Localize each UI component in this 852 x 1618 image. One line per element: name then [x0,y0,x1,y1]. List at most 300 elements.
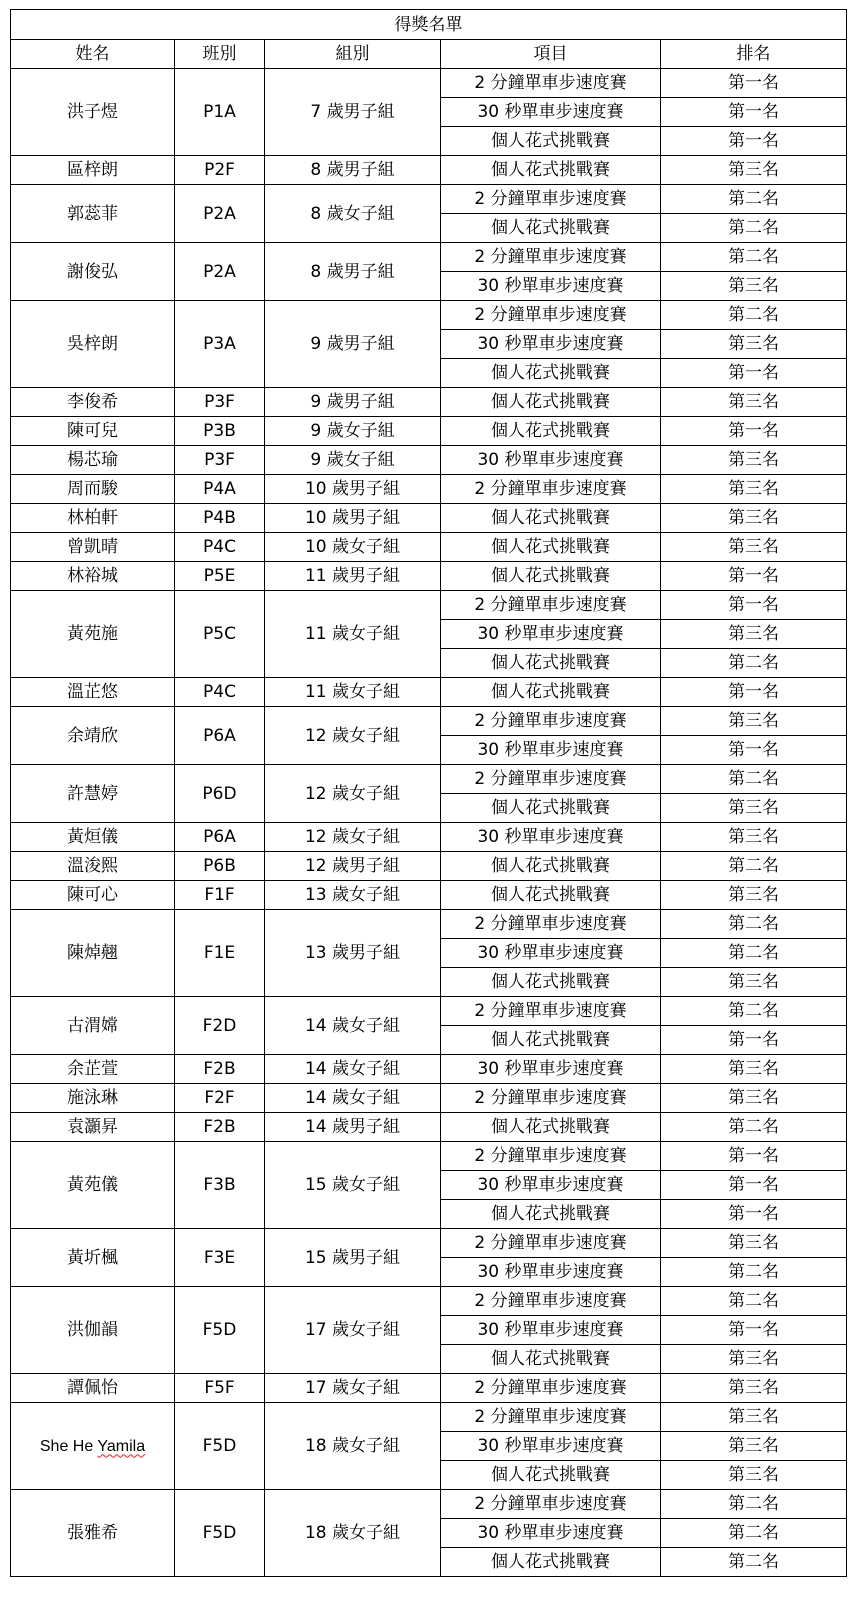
cell-class-text: P3F [204,392,235,412]
cell-name-text: 林柏軒 [67,508,118,528]
cell-group [265,533,441,562]
cell-class-text: F3E [203,1247,236,1268]
cell-group [265,69,441,156]
cell-name [11,1055,175,1084]
cell-class-text: F5D [202,1436,237,1456]
cell-group [265,678,441,707]
cell-group [265,1490,441,1577]
cell-event: 2 分鐘單車步速度賽 [441,301,661,330]
cell-name [11,417,175,446]
cell-name-text: 楊芯瑜 [67,450,118,470]
table-row [11,504,847,533]
cell-name-text: 陳焯翹 [67,943,118,963]
table-row [11,301,847,330]
cell-rank: 第一名 [661,678,847,707]
cell-event: 30 秒單車步速度賽 [441,939,661,968]
cell-rank: 第二名 [661,1548,847,1577]
header-row [11,40,847,69]
cell-rank: 第三名 [661,1055,847,1084]
cell-name-text: 溫芷悠 [67,682,118,702]
cell-name-text: 陳可兒 [67,421,118,441]
cell-class [175,475,265,504]
cell-name-text: 陳可心 [67,885,118,905]
cell-class [175,1374,265,1403]
cell-rank: 第二名 [661,1490,847,1519]
cell-name-text: 謝俊弘 [67,261,118,282]
cell-name [11,185,175,243]
cell-class-text: P4A [203,479,236,499]
header-name: 姓名 [11,40,175,69]
cell-group [265,852,441,881]
cell-group [265,417,441,446]
cell-event: 30 秒單車步速度賽 [441,736,661,765]
cell-group [265,301,441,388]
cell-rank: 第三名 [661,446,847,475]
cell-rank: 第三名 [661,881,847,910]
cell-class [175,707,265,765]
cell-name-text: 區梓朗 [67,160,118,180]
cell-name [11,1113,175,1142]
award-list-table [10,9,847,1577]
cell-event: 個人花式挑戰賽 [441,388,661,417]
cell-name [11,301,175,388]
cell-rank: 第一名 [661,1171,847,1200]
header-group: 組別 [265,40,441,69]
cell-rank: 第三名 [661,388,847,417]
cell-class-text: P1A [203,102,236,122]
table-row [11,388,847,417]
cell-rank: 第二名 [661,214,847,243]
header-rank: 排名 [661,40,847,69]
cell-class [175,852,265,881]
cell-rank: 第三名 [661,1084,847,1113]
cell-group [265,1055,441,1084]
table-row [11,1055,847,1084]
cell-event: 個人花式挑戰賽 [441,852,661,881]
cell-group-text: 12 歲男子組 [304,856,401,876]
cell-rank: 第一名 [661,736,847,765]
cell-class-text: F2B [203,1117,236,1137]
cell-group [265,446,441,475]
cell-event: 個人花式挑戰賽 [441,1548,661,1577]
cell-event: 2 分鐘單車步速度賽 [441,765,661,794]
cell-class [175,243,265,301]
cell-rank: 第一名 [661,591,847,620]
cell-name [11,707,175,765]
cell-rank: 第三名 [661,620,847,649]
cell-event: 30 秒單車步速度賽 [441,1055,661,1084]
cell-group [265,1403,441,1490]
cell-rank: 第二名 [661,910,847,939]
cell-class-text: F5D [202,1523,237,1543]
cell-group-text: 12 歲女子組 [304,783,401,804]
cell-event: 30 秒單車步速度賽 [441,620,661,649]
cell-class [175,997,265,1055]
cell-group-text: 7 歲男子組 [310,102,395,122]
cell-event: 個人花式挑戰賽 [441,417,661,446]
cell-event: 2 分鐘單車步速度賽 [441,707,661,736]
table-title: 得獎名單 [11,10,847,40]
cell-event: 2 分鐘單車步速度賽 [441,1229,661,1258]
cell-rank: 第三名 [661,1461,847,1490]
cell-event: 30 秒單車步速度賽 [441,98,661,127]
cell-event: 2 分鐘單車步速度賽 [441,475,661,504]
cell-class [175,1287,265,1374]
cell-group [265,1287,441,1374]
cell-class [175,185,265,243]
header-class: 班別 [175,40,265,69]
cell-event: 30 秒單車步速度賽 [441,446,661,475]
cell-group [265,1084,441,1113]
cell-group [265,910,441,997]
cell-event: 2 分鐘單車步速度賽 [441,591,661,620]
cell-event: 30 秒單車步速度賽 [441,1519,661,1548]
cell-rank: 第二名 [661,997,847,1026]
cell-rank: 第一名 [661,1316,847,1345]
cell-name [11,997,175,1055]
cell-event: 2 分鐘單車步速度賽 [441,1287,661,1316]
cell-name [11,156,175,185]
cell-class-text: F2F [204,1088,235,1108]
cell-class-text: P5E [203,566,236,586]
award-table-body [11,69,847,1577]
cell-rank: 第二名 [661,301,847,330]
cell-event: 個人花式挑戰賽 [441,794,661,823]
table-row [11,562,847,591]
table-row [11,997,847,1026]
table-row [11,707,847,736]
cell-class [175,1142,265,1229]
cell-group-text: 11 歲女子組 [304,624,401,644]
cell-event: 個人花式挑戰賽 [441,359,661,388]
cell-event: 個人花式挑戰賽 [441,1345,661,1374]
table-row [11,156,847,185]
cell-event: 2 分鐘單車步速度賽 [441,243,661,272]
cell-event: 2 分鐘單車步速度賽 [441,910,661,939]
cell-rank: 第三名 [661,968,847,997]
cell-event: 30 秒單車步速度賽 [441,1432,661,1461]
cell-name-text: 李俊希 [67,392,118,412]
cell-class [175,1229,265,1287]
cell-group [265,1142,441,1229]
cell-class [175,562,265,591]
cell-group-text: 10 歲男子組 [304,479,401,499]
cell-class-text: P2F [204,160,235,180]
cell-rank: 第三名 [661,707,847,736]
cell-name-text: 余芷萱 [67,1059,118,1079]
cell-group-text: 8 歲男子組 [310,160,395,180]
cell-rank: 第二名 [661,1258,847,1287]
cell-class [175,823,265,852]
cell-rank: 第二名 [661,243,847,272]
cell-group [265,591,441,678]
cell-rank: 第二名 [661,765,847,794]
cell-name-text: 譚佩怡 [67,1378,118,1398]
cell-class [175,1490,265,1577]
cell-class [175,1403,265,1490]
cell-group [265,707,441,765]
table-row [11,243,847,272]
cell-name-text: 黃烜儀 [67,827,118,847]
table-row [11,765,847,794]
cell-class-text: P4C [203,682,236,702]
cell-rank: 第三名 [661,1432,847,1461]
header-event: 項目 [441,40,661,69]
cell-group-text: 12 歲女子組 [304,827,401,847]
cell-group [265,997,441,1055]
cell-class-text: P6A [203,725,236,746]
cell-rank: 第三名 [661,330,847,359]
cell-group-text: 15 歲男子組 [304,1247,401,1268]
cell-event: 30 秒單車步速度賽 [441,823,661,852]
cell-rank: 第一名 [661,562,847,591]
table-row [11,417,847,446]
cell-class [175,1055,265,1084]
cell-group [265,243,441,301]
cell-rank: 第一名 [661,1026,847,1055]
cell-group [265,388,441,417]
cell-class [175,388,265,417]
cell-event: 個人花式挑戰賽 [441,1461,661,1490]
table-row [11,1374,847,1403]
cell-name-text: 余靖欣 [67,725,118,746]
cell-group-text: 13 歲女子組 [304,885,401,905]
cell-name [11,1403,175,1490]
cell-group-text: 11 歲男子組 [304,566,401,586]
cell-rank: 第二名 [661,185,847,214]
cell-class [175,446,265,475]
cell-name-text: She He Yamila [39,1437,146,1455]
cell-group-text: 14 歲女子組 [304,1059,401,1079]
cell-class [175,156,265,185]
cell-name-text: 吳梓朗 [67,334,118,354]
cell-group-text: 8 歲女子組 [310,203,395,224]
cell-name-text: 袁灝昇 [67,1117,118,1137]
cell-group-text: 18 歲女子組 [304,1523,401,1543]
cell-rank: 第三名 [661,156,847,185]
cell-group-text: 13 歲男子組 [304,943,401,963]
cell-group-text: 11 歲女子組 [304,682,401,702]
cell-group-text: 14 歲女子組 [304,1015,401,1036]
cell-class [175,301,265,388]
cell-name [11,1142,175,1229]
cell-group-text: 12 歲女子組 [304,725,401,746]
cell-class-text: F2B [203,1059,236,1079]
table-row [11,881,847,910]
cell-event: 個人花式挑戰賽 [441,214,661,243]
cell-group-text: 17 歲女子組 [304,1378,401,1398]
cell-name-text: 黃苑施 [67,624,118,644]
cell-rank: 第一名 [661,127,847,156]
cell-event: 2 分鐘單車步速度賽 [441,185,661,214]
cell-group [265,185,441,243]
table-row [11,823,847,852]
table-row [11,446,847,475]
cell-rank: 第一名 [661,1142,847,1171]
cell-rank: 第三名 [661,1374,847,1403]
cell-name-text: 郭蕊菲 [67,203,118,224]
cell-group [265,765,441,823]
cell-event: 30 秒單車步速度賽 [441,1258,661,1287]
cell-rank: 第三名 [661,1345,847,1374]
cell-rank: 第三名 [661,1403,847,1432]
cell-rank: 第三名 [661,1229,847,1258]
cell-name [11,852,175,881]
cell-event: 2 分鐘單車步速度賽 [441,1374,661,1403]
cell-group [265,475,441,504]
cell-name-text: 曾凱晴 [67,537,118,557]
cell-class [175,69,265,156]
cell-class-text: P6D [202,783,237,804]
cell-rank: 第三名 [661,504,847,533]
cell-rank: 第三名 [661,475,847,504]
table-row [11,591,847,620]
cell-group [265,562,441,591]
cell-group-text: 17 歲女子組 [304,1320,401,1340]
cell-name [11,823,175,852]
spellcheck-underline: Yamila [97,1437,146,1455]
cell-event: 30 秒單車步速度賽 [441,1171,661,1200]
cell-name [11,504,175,533]
cell-rank: 第一名 [661,359,847,388]
cell-name [11,562,175,591]
cell-class [175,910,265,997]
cell-group [265,1374,441,1403]
table-row [11,533,847,562]
cell-event: 個人花式挑戰賽 [441,968,661,997]
cell-name-text: 古渭嫦 [67,1015,118,1036]
cell-event: 個人花式挑戰賽 [441,156,661,185]
cell-class-text: F2D [202,1015,237,1036]
cell-class [175,591,265,678]
cell-class [175,881,265,910]
table-row [11,1287,847,1316]
cell-class-text: P4B [203,508,236,528]
cell-class-text: P3B [203,421,236,441]
cell-name [11,446,175,475]
cell-name [11,765,175,823]
cell-rank: 第三名 [661,533,847,562]
cell-event: 2 分鐘單車步速度賽 [441,1490,661,1519]
cell-class-text: P2A [203,261,236,282]
cell-class [175,678,265,707]
cell-group [265,881,441,910]
cell-event: 個人花式挑戰賽 [441,1026,661,1055]
cell-name [11,1084,175,1113]
cell-name [11,69,175,156]
cell-name [11,1490,175,1577]
cell-event: 2 分鐘單車步速度賽 [441,69,661,98]
cell-event: 個人花式挑戰賽 [441,1113,661,1142]
cell-name [11,678,175,707]
cell-event: 2 分鐘單車步速度賽 [441,997,661,1026]
cell-rank: 第一名 [661,98,847,127]
cell-name-text: 洪子煜 [67,102,118,122]
cell-group-text: 14 歲女子組 [304,1088,401,1108]
cell-group-text: 14 歲男子組 [304,1117,401,1137]
table-row [11,1142,847,1171]
cell-class-text: P6A [203,827,236,847]
cell-class-text: F3B [203,1175,236,1195]
cell-event: 個人花式挑戰賽 [441,649,661,678]
cell-name [11,910,175,997]
cell-event: 30 秒單車步速度賽 [441,330,661,359]
cell-name [11,533,175,562]
cell-event: 30 秒單車步速度賽 [441,1316,661,1345]
table-row [11,475,847,504]
cell-group [265,1113,441,1142]
cell-event: 個人花式挑戰賽 [441,881,661,910]
cell-class-text: P5C [203,624,236,644]
cell-group-text: 10 歲女子組 [304,537,401,557]
cell-event: 2 分鐘單車步速度賽 [441,1403,661,1432]
cell-name-text: 施泳琳 [67,1088,118,1108]
cell-class-text: F5F [204,1378,235,1398]
cell-group-text: 9 歲女子組 [310,421,395,441]
cell-rank: 第二名 [661,649,847,678]
cell-class [175,417,265,446]
cell-event: 個人花式挑戰賽 [441,562,661,591]
cell-group-text: 9 歲女子組 [310,450,395,470]
cell-group-text: 18 歲女子組 [304,1436,401,1456]
cell-class [175,1113,265,1142]
table-row [11,678,847,707]
cell-event: 2 分鐘單車步速度賽 [441,1084,661,1113]
cell-name [11,1374,175,1403]
cell-name [11,1287,175,1374]
table-row [11,1403,847,1432]
cell-event: 30 秒單車步速度賽 [441,272,661,301]
cell-class-text: P2A [203,203,236,224]
cell-class-text: P4C [203,537,236,557]
cell-class [175,533,265,562]
table-row [11,910,847,939]
cell-rank: 第三名 [661,272,847,301]
cell-group [265,156,441,185]
cell-rank: 第二名 [661,852,847,881]
cell-rank: 第二名 [661,939,847,968]
cell-rank: 第一名 [661,1200,847,1229]
cell-class-text: P3F [204,450,235,470]
title-row [11,10,847,40]
cell-event: 個人花式挑戰賽 [441,504,661,533]
cell-name [11,1229,175,1287]
cell-name [11,243,175,301]
cell-rank: 第二名 [661,1519,847,1548]
cell-group-text: 15 歲女子組 [304,1175,401,1195]
cell-name-text: 黃圻楓 [67,1247,118,1268]
cell-group [265,823,441,852]
cell-name-text: 許慧婷 [67,783,118,804]
cell-rank: 第二名 [661,1287,847,1316]
cell-name-text: 林裕城 [67,566,118,586]
cell-rank: 第三名 [661,823,847,852]
cell-event: 2 分鐘單車步速度賽 [441,1142,661,1171]
cell-event: 個人花式挑戰賽 [441,678,661,707]
cell-class-text: F1E [203,943,236,963]
cell-class [175,504,265,533]
table-row [11,1490,847,1519]
cell-class-text: P3A [203,334,236,354]
table-row [11,69,847,98]
cell-name-text: 洪伽韻 [67,1320,118,1340]
table-row [11,1229,847,1258]
cell-rank: 第一名 [661,69,847,98]
cell-group [265,504,441,533]
cell-name [11,591,175,678]
cell-event: 個人花式挑戰賽 [441,1200,661,1229]
cell-name-text: 周而駿 [67,479,118,499]
